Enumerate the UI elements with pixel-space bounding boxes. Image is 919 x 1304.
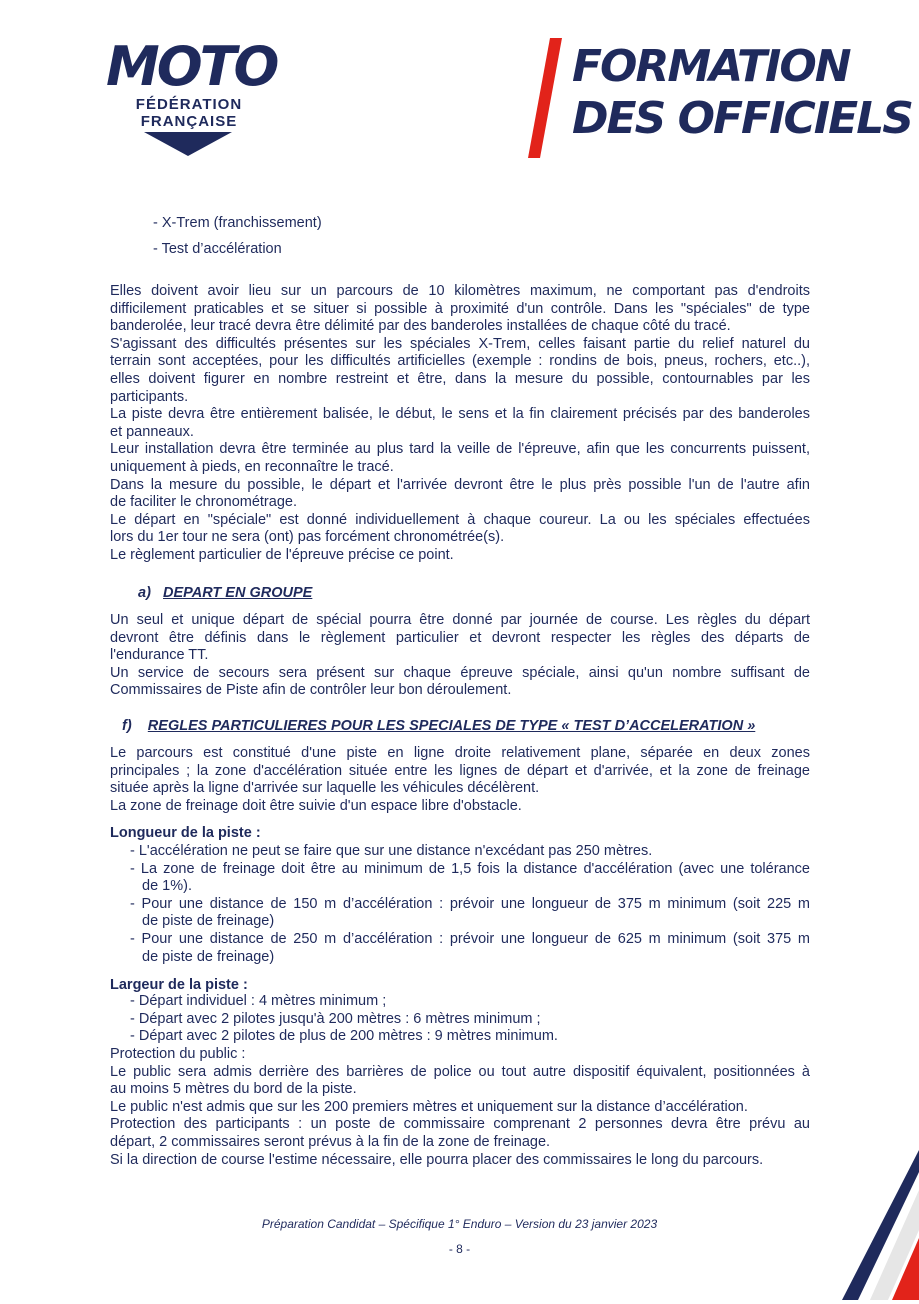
red-slash-mark	[528, 38, 564, 162]
logo-moto-word: MOTO	[106, 35, 277, 98]
ffm-logo	[104, 34, 277, 159]
section-a-body: Un seul et unique départ de spécial pourra être donné par journée de course. Les règles du départ devront être définis dans le règlement particulier et devront respecter les règles des départs de l'endurance TT. Un service de secours sera présent sur chaque épreuve spéciale, ainsi qu'un nombre suffisant de Commissaires de Piste afin de contrôler leur bon déroulement.	[110, 612, 810, 699]
longueur-heading: Longueur de la piste :	[110, 825, 261, 841]
tricolor-stripes-icon	[840, 1150, 919, 1300]
page-number: - 8 -	[448, 1242, 471, 1256]
largeur-heading: Largeur de la piste :	[110, 977, 248, 993]
section-f-body: Le parcours est constitué d'une piste en ligne droite relativement plane, séparée en deux zones principales ; la zone d'accélération située entre les lignes de départ et d'arrivée, et la zone de freinage située après la ligne d'arrivée sur laquelle les véhicules décélèrent. La zone de freinage doit être suivie d'un espace libre d'obstacle.	[110, 745, 810, 814]
list-item: - X-Trem (franchissement)	[153, 215, 322, 231]
header-title-line2: DES OFFICIELS	[572, 93, 912, 144]
header-title-line1: FORMATION	[572, 41, 850, 92]
logo-line2: FRANÇAISE	[140, 113, 238, 130]
red-slash-icon	[528, 38, 564, 158]
list-item: - Pour une distance de 150 m d’accélération : prévoir une longueur de 375 m minimum (soit 225 m	[130, 895, 810, 912]
list-item: - Départ individuel : 4 mètres minimum ;	[130, 993, 387, 1009]
list-item: - La zone de freinage doit être au minimum de 1,5 fois la distance d'accélération (avec une tolérance	[130, 860, 810, 877]
list-item: - Départ avec 2 pilotes de plus de 200 mètres : 9 mètres minimum.	[130, 1028, 558, 1045]
footer-text: Préparation Candidat – Spécifique 1° Enduro – Version du 23 janvier 2023	[261, 1217, 658, 1231]
longueur-list: - L'accélération ne peut se faire que sur une distance n'excédant pas 250 mètres. - La zone de freinage doit être au minimum de 1,5 fois la distance d'accélération (avec une tolérance de 1%). - Pour une distance de 150 m d’accélération : prévoir une longueur de 375 m minimum (soit 225 m de piste de freinage) - Pour une distance de 250 m d’accélération : prévoir une longueur de 625 m minimum (soit 375 m de piste de freinage)	[130, 843, 810, 965]
list-item: - Test d’accélération	[153, 241, 282, 257]
list-item: - Départ avec 2 pilotes jusqu'à 200 mètres : 6 mètres minimum ;	[130, 1010, 541, 1027]
intro-paragraph: Elles doivent avoir lieu sur un parcours de 10 kilomètres maximum, ne comportant pas d'endroits difficilement praticables et se situer si possible à proximité d'un contrôle. Dans les "spéciales" de type banderolée, leur tracé devra être délimité par des banderoles installées de chaque côté du tracé. S'agissant des difficultés présentes sur les spéciales X-Trem, celles faisant partie du relief naturel du terrain sont acceptées, pour les difficultés artificielles (exemple : rondins de bois, pneus, rochers, etc..), elles doivent figurer en nombre restreint et être, dans la mesure du possible, contournables par les participants. La piste devra être entièrement balisée, le début, le sens et la fin clairement précisés par des banderoles et panneaux. Leur installation devra être terminée au plus tard la veille de l'épreuve, afin que les concurrents puissent, uniquement à pieds, en reconnaître le tracé. Dans la mesure du possible, le départ et l'arrivée devront être le plus près possible l'un de l'autre afin de faciliter le chronométrage. Le départ en "spéciale" est donné individuellement à chaque coureur. La ou les spéciales effectuées lors du 1er tour ne sera (ont) pas forcément chronométrée(s). Le règlement particulier de l'épreuve précise ce point.	[110, 283, 810, 563]
logo-line1: FÉDÉRATION	[135, 96, 243, 113]
largeur-list	[130, 993, 810, 1046]
list-item: - L'accélération ne peut se faire que sur une distance n'excédant pas 250 mètres.	[130, 843, 653, 859]
corner-stripes	[840, 1150, 919, 1304]
section-a-heading: a) DEPART EN GROUPE	[138, 585, 313, 601]
section-f-heading: f) REGLES PARTICULIERES POUR LES SPECIALES DE TYPE « TEST D’ACCELERATION »	[122, 718, 756, 734]
protection-paragraph: Protection du public : Le public sera admis derrière des barrières de police ou tout autre dispositif équivalent, positionnées à au moins 5 mètres du bord de la piste. Le public n'est admis que sur les 200 premiers mètres et uniquement sur la distance d’accélération. Protection des participants : un poste de commissaire comprenant 2 personnes devra être prévu au départ, 2 commissaires seront prévus à la fin de la zone de freinage. Si la direction de course l'estime nécessaire, elle pourra placer des commissaires le long du parcours.	[110, 1046, 810, 1168]
list-item: - Pour une distance de 250 m d’accélération : prévoir une longueur de 625 m minimum (soit 375 m	[130, 930, 810, 947]
